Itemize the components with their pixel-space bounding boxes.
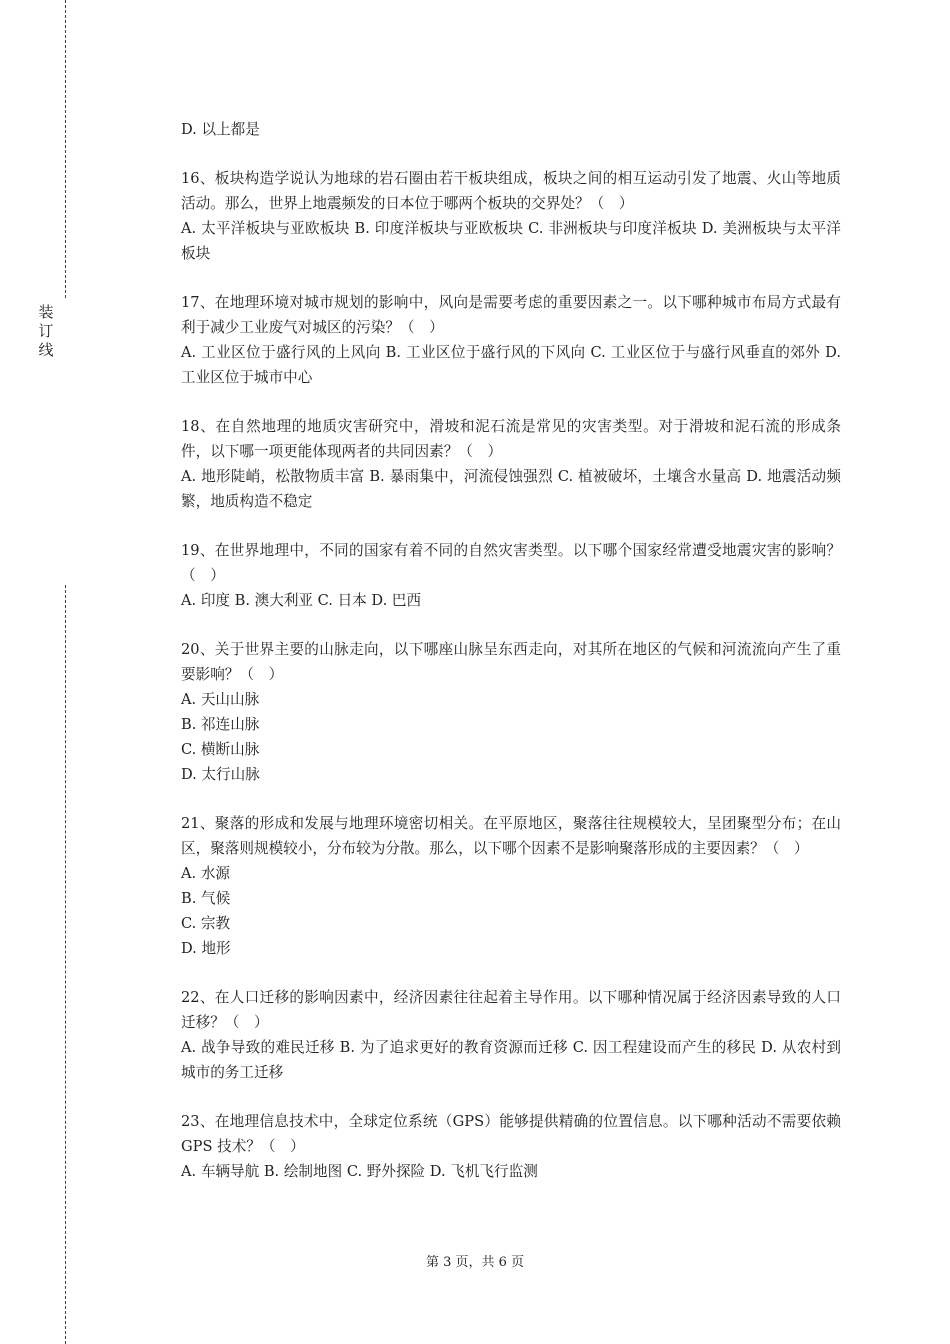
binding-label-char: 线 xyxy=(38,341,54,359)
question-21 xyxy=(181,811,841,961)
binding-dashed-line-top xyxy=(65,0,66,298)
question-17 xyxy=(181,290,841,390)
question-22 xyxy=(181,985,841,1085)
question-stem: 21、聚落的形成和发展与地理环境密切相关。在平原地区，聚落往往规模较大，呈团聚型分布；在山区，聚落则规模较小，分布较为分散。那么，以下哪个因素不是影响聚落形成的主要因素？（ ） xyxy=(181,815,841,857)
question-stem: 20、关于世界主要的山脉走向，以下哪座山脉呈东西走向，对其所在地区的气候和河流流向产生了重要影响？（ ） xyxy=(181,641,841,683)
option-a: A. 天山山脉 xyxy=(181,691,260,708)
option-d: D. 以上都是 xyxy=(181,121,260,138)
option-c: C. 宗教 xyxy=(181,915,231,932)
question-stem: 16、板块构造学说认为地球的岩石圈由若干板块组成，板块之间的相互运动引发了地震、火山等地质活动。那么，世界上地震频发的日本位于哪两个板块的交界处？（ ） xyxy=(181,170,841,212)
question-19 xyxy=(181,538,841,613)
question-stem: 18、在自然地理的地质灾害研究中，滑坡和泥石流是常见的灾害类型。对于滑坡和泥石流的形成条件，以下哪一项更能体现两者的共同因素？（ ） xyxy=(181,418,841,460)
question-stem: 22、在人口迁移的影响因素中，经济因素往往起着主导作用。以下哪种情况属于经济因素导致的人口迁移？（ ） xyxy=(181,989,841,1031)
binding-label-char: 订 xyxy=(38,322,54,340)
binding-label-char: 装 xyxy=(38,303,54,321)
page-footer xyxy=(0,1254,950,1272)
question-options: A. 工业区位于盛行风的上风向 B. 工业区位于盛行风的下风向 C. 工业区位于与盛行风垂直的郊外 D. 工业区位于城市中心 xyxy=(181,344,841,386)
question-options: A. 印度 B. 澳大利亚 C. 日本 D. 巴西 xyxy=(181,592,422,609)
question-20 xyxy=(181,637,841,787)
question-stem: 19、在世界地理中，不同的国家有着不同的自然灾害类型。以下哪个国家经常遭受地震灾害的影响？（ ） xyxy=(181,542,841,584)
question-23 xyxy=(181,1109,841,1184)
page-number: 第 3 页，共 6 页 xyxy=(425,1255,525,1270)
previous-question-tail xyxy=(181,117,841,142)
question-list xyxy=(181,117,841,1184)
question-options: A. 地形陡峭，松散物质丰富 B. 暴雨集中，河流侵蚀强烈 C. 植被破坏，土壤含水量高 D. 地震活动频繁，地质构造不稳定 xyxy=(181,468,841,510)
option-b: B. 气候 xyxy=(181,890,231,907)
binding-line-label xyxy=(34,303,58,360)
option-b: B. 祁连山脉 xyxy=(181,716,260,733)
option-d: D. 太行山脉 xyxy=(181,766,260,783)
question-options: A. 战争导致的难民迁移 B. 为了追求更好的教育资源而迁移 C. 因工程建设而产生的移民 D. 从农村到城市的务工迁移 xyxy=(181,1039,841,1081)
question-options: A. 太平洋板块与亚欧板块 B. 印度洋板块与亚欧板块 C. 非洲板块与印度洋板块 D. 美洲板块与太平洋板块 xyxy=(181,220,841,262)
option-d: D. 地形 xyxy=(181,940,231,957)
option-c: C. 横断山脉 xyxy=(181,741,260,758)
question-stem: 17、在地理环境对城市规划的影响中，风向是需要考虑的重要因素之一。以下哪种城市布局方式最有利于减少工业废气对城区的污染？（ ） xyxy=(181,294,841,336)
question-stem: 23、在地理信息技术中，全球定位系统（GPS）能够提供精确的位置信息。以下哪种活动不需要依赖 GPS 技术？（ ） xyxy=(181,1113,841,1155)
question-18 xyxy=(181,414,841,514)
question-16 xyxy=(181,166,841,266)
question-options: A. 车辆导航 B. 绘制地图 C. 野外探险 D. 飞机飞行监测 xyxy=(181,1163,538,1180)
binding-dashed-line-bottom xyxy=(65,585,66,1344)
option-a: A. 水源 xyxy=(181,865,231,882)
